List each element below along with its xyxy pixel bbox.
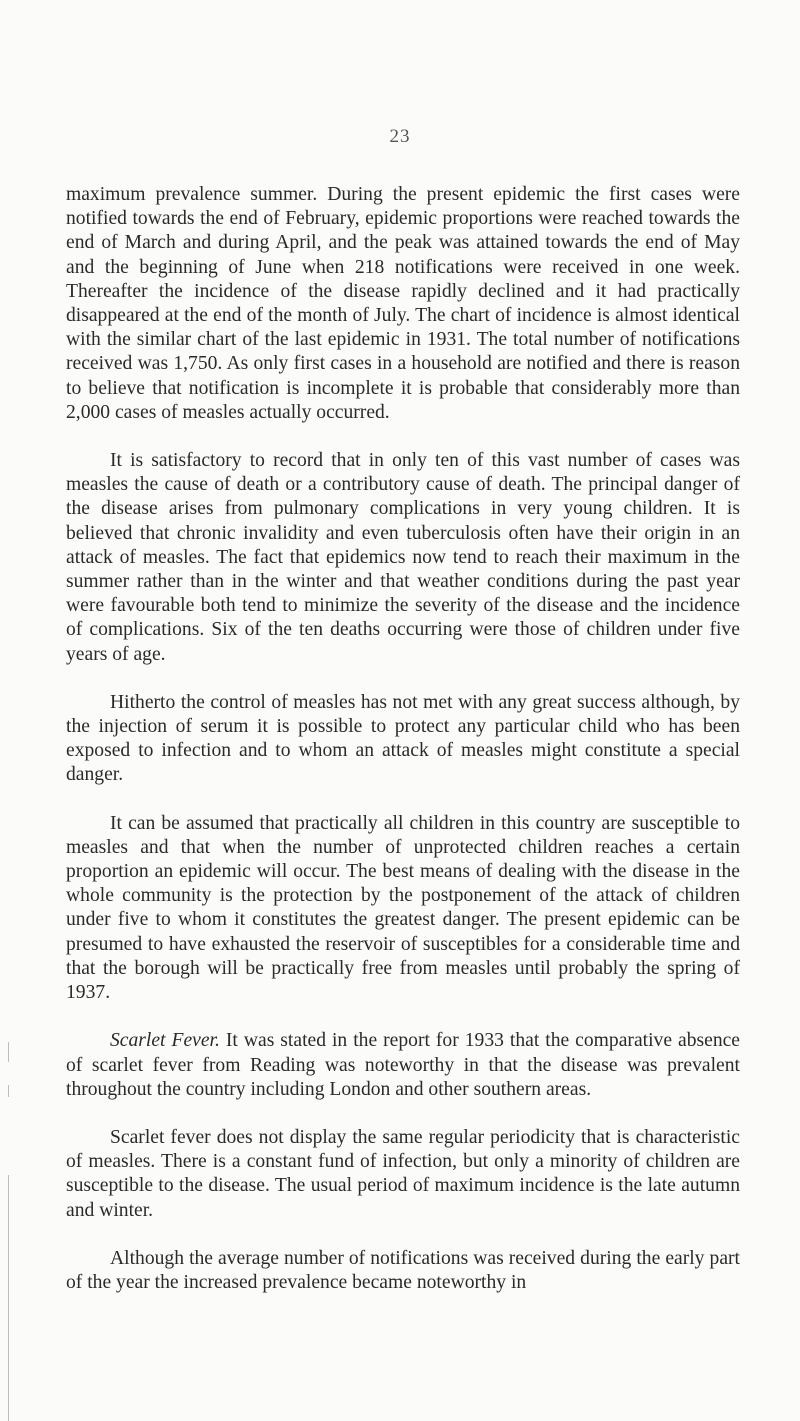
body-text <box>66 183 740 1319</box>
section-heading-scarlet-fever: Scarlet Fever. <box>110 1030 220 1052</box>
page-number: 23 <box>389 126 411 147</box>
paragraph-measles-control: Hitherto the control of measles has not met with any great success although, by the injection of serum it is possible to protect any particular child who has been exposed to infection and to whom an attack of measles might constitute a special danger. <box>66 691 740 786</box>
margin-rule <box>8 1175 9 1421</box>
paragraph-scarlet-fever-periodicity: Scarlet fever does not display the same regular periodicity that is characteristic of measles. There is a constant fund of infection, but only a minority of children are susceptible to the disease. The usual period of maximum incidence is the late autumn and winter. <box>66 1126 740 1221</box>
paragraph-scarlet-fever-text: It was stated in the report for 1933 that the comparative absence of scarlet fever from Reading was noteworthy in that the disease was prevalent throughout the country including London and other southern areas. <box>66 1030 741 1100</box>
paragraph-scarlet-fever-intro <box>66 1029 740 1102</box>
margin-rule <box>8 1042 9 1062</box>
paragraph-measles-deaths: It is satisfactory to record that in only ten of this vast number of cases was measles the cause of death or a contributory cause of death. The principal danger of the disease arises from pulmonary complications in very young children. It is believed that chronic invalidity and even tuberculosis often have their origin in an attack of measles. The fact that epidemics now tend to reach their maximum in the summer rather than in the winter and that weather conditions during the past year were favourable both tend to minimize the severity of the disease and the incidence of complications. Six of the ten deaths occurring were those of children under five years of age. <box>66 450 740 665</box>
paragraph-measles-susceptibility: It can be assumed that practically all children in this country are susceptible to measles and that when the number of unprotected children reaches a certain proportion an epidemic will occur. The best means of dealing with the disease in the whole community is the protection by the postponement of the attack of children under five to whom it constitutes the greatest danger. The present epidemic can be presumed to have exhausted the reservoir of susceptibles for a considerable time and that the borough will be practically free from measles until probably the spring of 1937. <box>66 812 740 1004</box>
margin-rule <box>8 1085 9 1097</box>
paragraph-scarlet-fever-notifications: Although the average number of notifications was received during the early part of the year the increased prevalence became noteworthy in <box>66 1247 740 1293</box>
paragraph-measles-epidemic: maximum prevalence summer. During the present epidemic the first cases were notified towards the end of February, epidemic proportions were reached towards the end of March and during April, and the peak was attained towards the end of May and the beginning of June when 218 notifications were received in one week. Thereafter the incidence of the disease rapidly declined and it had practically disappeared at the end of the month of July. The chart of incidence is almost identical with the similar chart of the last epidemic in 1931. The total number of notifications received was 1,750. As only first cases in a household are notified and there is reason to believe that notification is incomplete it is probable that considerably more than 2,000 cases of measles actually occurred. <box>66 184 740 423</box>
